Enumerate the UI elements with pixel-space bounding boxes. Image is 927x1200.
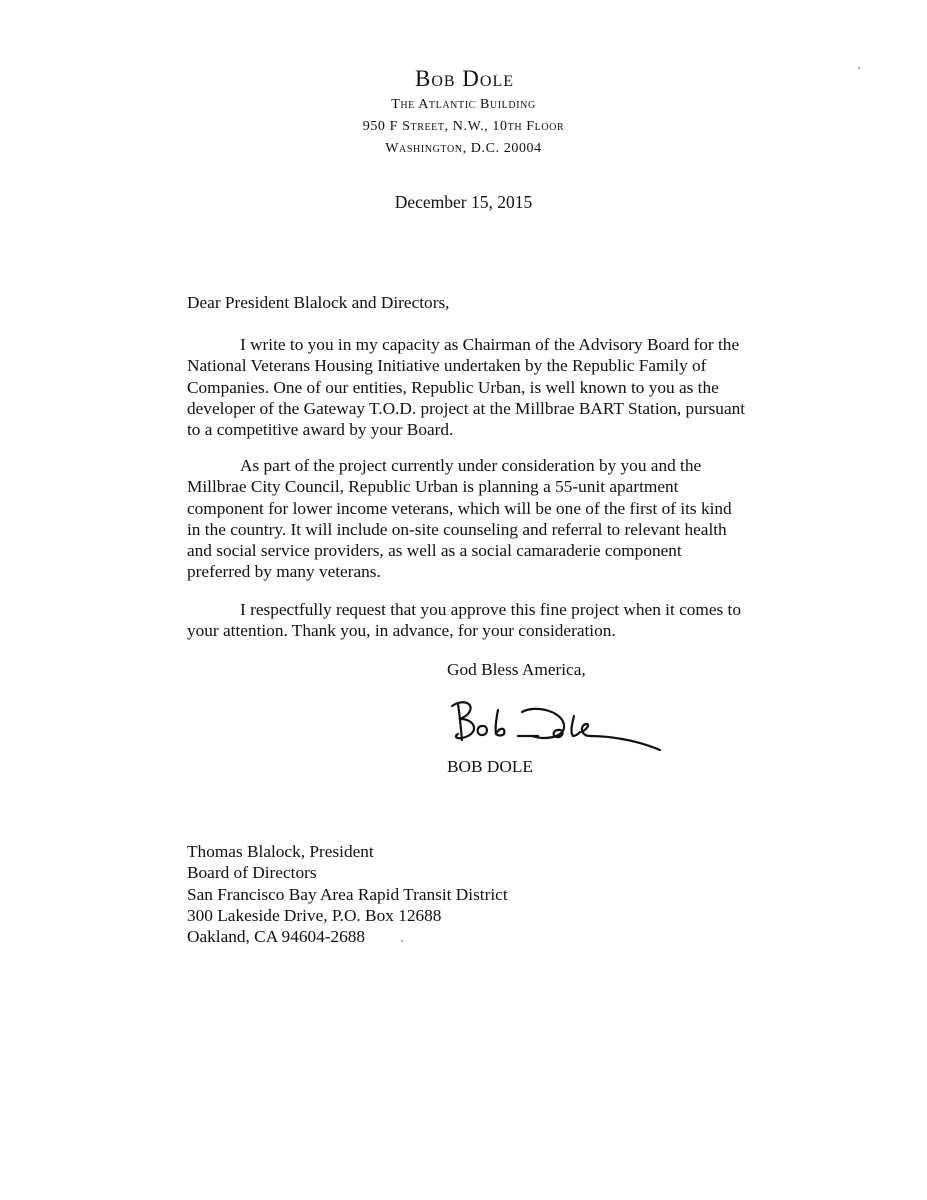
address-line-1: Thomas Blalock, President	[187, 842, 374, 861]
paragraph-2: As part of the project currently under consideration by you and the Millbrae City Council, Republic Urban is planning a 55-unit apartment component for lower income veterans, which will be one of the first of its kind in the country. It will include on-site counseling and referral to relevant health and social service providers, as well as a social camaraderie component preferred by many veterans.	[187, 456, 732, 582]
address-line-2: Board of Directors	[187, 863, 317, 883]
address-line-4: 300 Lakeside Drive, P.O. Box 12688	[187, 905, 442, 925]
paragraph-1: I write to you in my capacity as Chairman of the Advisory Board for the National Veterans Housing Initiative undertaken by the Republic Family of Companies. One of our entities, Republic Urban, is well known to you as the developer of the Gateway T.O.D. project at the Millbrae BART Station, pursuant to a competitive award by your Board.	[187, 335, 746, 440]
recipient-address	[187, 841, 508, 947]
letterhead-name: Bob Dole	[414, 66, 515, 91]
scan-speck	[858, 67, 860, 69]
letterhead-street: 950 F Street, N.W., 10th Floor	[362, 119, 565, 134]
address-line-3: San Francisco Bay Area Rapid Transit District	[187, 884, 508, 904]
signer-name: BOB DOLE	[447, 757, 533, 776]
address-line-5: Oakland, CA 94604-2688	[187, 927, 366, 947]
scan-speck	[401, 940, 403, 942]
letterhead-city: Washington, D.C. 20004	[385, 141, 542, 156]
letterhead-building: The Atlantic Building	[391, 97, 536, 112]
letter-date: December 15, 2015	[394, 192, 533, 212]
letterhead	[0, 64, 927, 160]
paragraph-3: I respectfully request that you approve this fine project when it comes to your attention. Thank you, in advance, for your consideration.	[187, 600, 742, 641]
closing: God Bless America,	[447, 660, 586, 679]
salutation: Dear President Blalock and Directors,	[187, 293, 450, 312]
